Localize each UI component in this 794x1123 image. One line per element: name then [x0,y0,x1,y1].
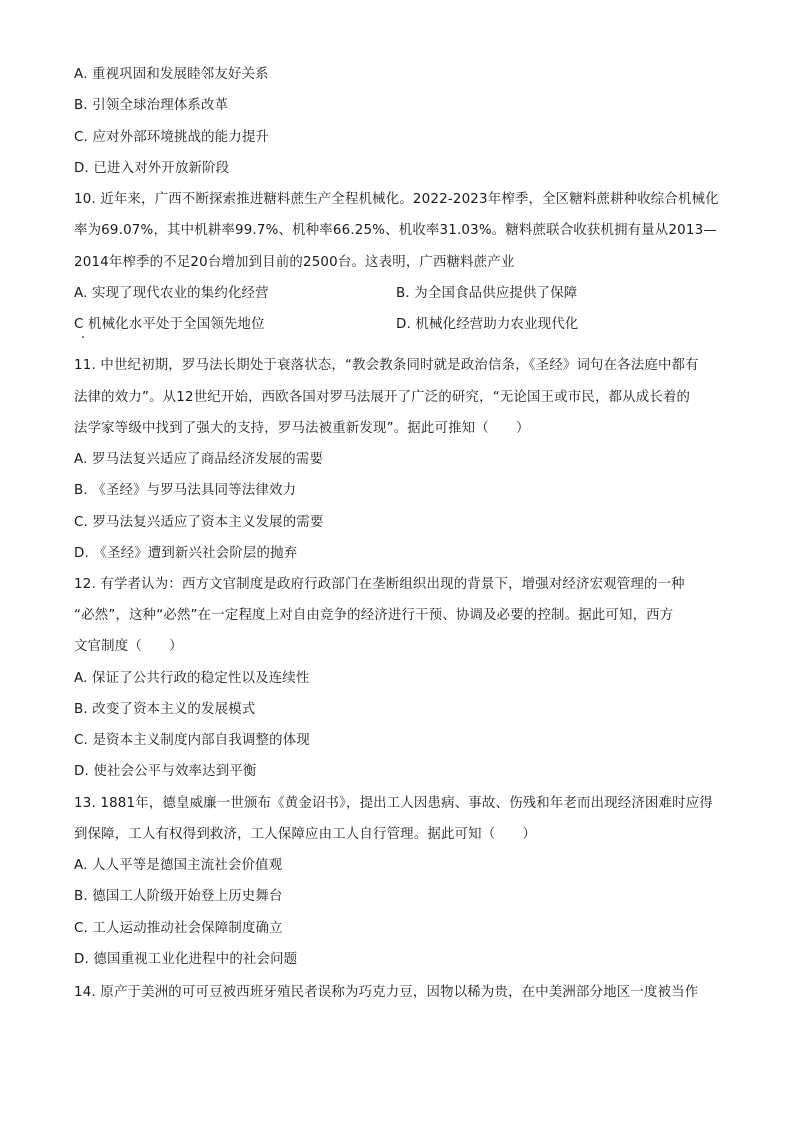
q9-option-d: D. 已进入对外开放新阶段 [74,161,230,176]
q13-stem-line-2: 到保障，工人有权得到救济，工人保障应由工人自行管理。据此可知（ ） [74,827,537,842]
q12-stem-line-1: 12. 有学者认为：西方文官制度是政府行政部门在垄断组织出现的背景下，增强对经济宏观管理的一种 [74,577,685,592]
q10-stem-line-1: 10. 近年来，广西不断探索推进糖料蔗生产全程机械化。2022-2023年榨季，全区糖料蔗耕种收综合机械化 [74,192,719,207]
q12-option-c: C. 是资本主义制度内部自我调整的体现 [74,733,310,748]
q12-option-a: A. 保证了公共行政的稳定性以及连续性 [74,671,310,686]
q14-stem-line-1: 14. 原产于美洲的可可豆被西班牙殖民者误称为巧克力豆，因物以稀为贵，在中美洲部分地区一度被当作 [74,985,699,1000]
q11-option-d: D. 《圣经》遭到新兴社会阶层的抛弃 [74,546,298,561]
stray-dot-mark [82,336,84,338]
q12-option-d: D. 使社会公平与效率达到平衡 [74,764,257,779]
q13-stem-line-1: 13. 1881年，德皇威廉一世颁布《黄金诏书》，提出工人因患病、事故、伤残和年老而出现经济困难时应得 [74,796,713,811]
q11-stem-line-2: 法律的效力”。从12世纪开始，西欧各国对罗马法展开了广泛的研究，“无论国王或市民，都从成长着的 [74,390,691,405]
q11-option-a: A. 罗马法复兴适应了商品经济发展的需要 [74,452,324,467]
q12-stem-line-3: 文官制度（ ） [74,639,183,654]
q12-option-b: B. 改变了资本主义的发展模式 [74,702,256,717]
q9-option-b: B. 引领全球治理体系改革 [74,98,229,113]
q10-option-a: A. 实现了现代农业的集约化经营 [74,286,269,301]
q12-stem-line-2: “必然”，这种“必然”在一定程度上对自由竞争的经济进行干预、协调及必要的控制。据此可知，西方 [74,608,674,623]
q13-option-a: A. 人人平等是德国主流社会价值观 [74,858,283,873]
q10-option-b: B. 为全国食品供应提供了保障 [396,286,578,301]
q10-stem-line-2: 率为69.07%，其中机耕率99.7%、机种率66.25%、机收率31.03%。糖料蔗联合收获机拥有量从2013— [74,223,717,238]
q10-stem-line-3: 2014年榨季的不足20台增加到目前的2500台。这表明，广西糖料蔗产业 [74,255,515,270]
q9-option-c: C. 应对外部环境挑战的能力提升 [74,130,270,145]
q13-option-d: D. 德国重视工业化进程中的社会问题 [74,952,298,967]
q11-option-c: C. 罗马法复兴适应了资本主义发展的需要 [74,515,324,530]
q13-option-b: B. 德国工人阶级开始登上历史舞台 [74,889,283,904]
q13-option-c: C. 工人运动推动社会保障制度确立 [74,921,283,936]
q10-option-d: D. 机械化经营助力农业现代化 [396,317,579,332]
q11-stem-line-3: 法学家等级中找到了强大的支持，罗马法被重新发现”。据此可推知（ ） [74,421,530,436]
q11-option-b: B. 《圣经》与罗马法具同等法律效力 [74,483,297,498]
q11-stem-line-1: 11. 中世纪初期，罗马法长期处于衰落状态，“教会教条同时就是政治信条，《圣经》词句在各法庭中都有 [74,358,699,373]
q9-option-a: A. 重视巩固和发展睦邻友好关系 [74,67,269,82]
q10-option-c: C 机械化水平处于全国领先地位 [74,317,265,332]
